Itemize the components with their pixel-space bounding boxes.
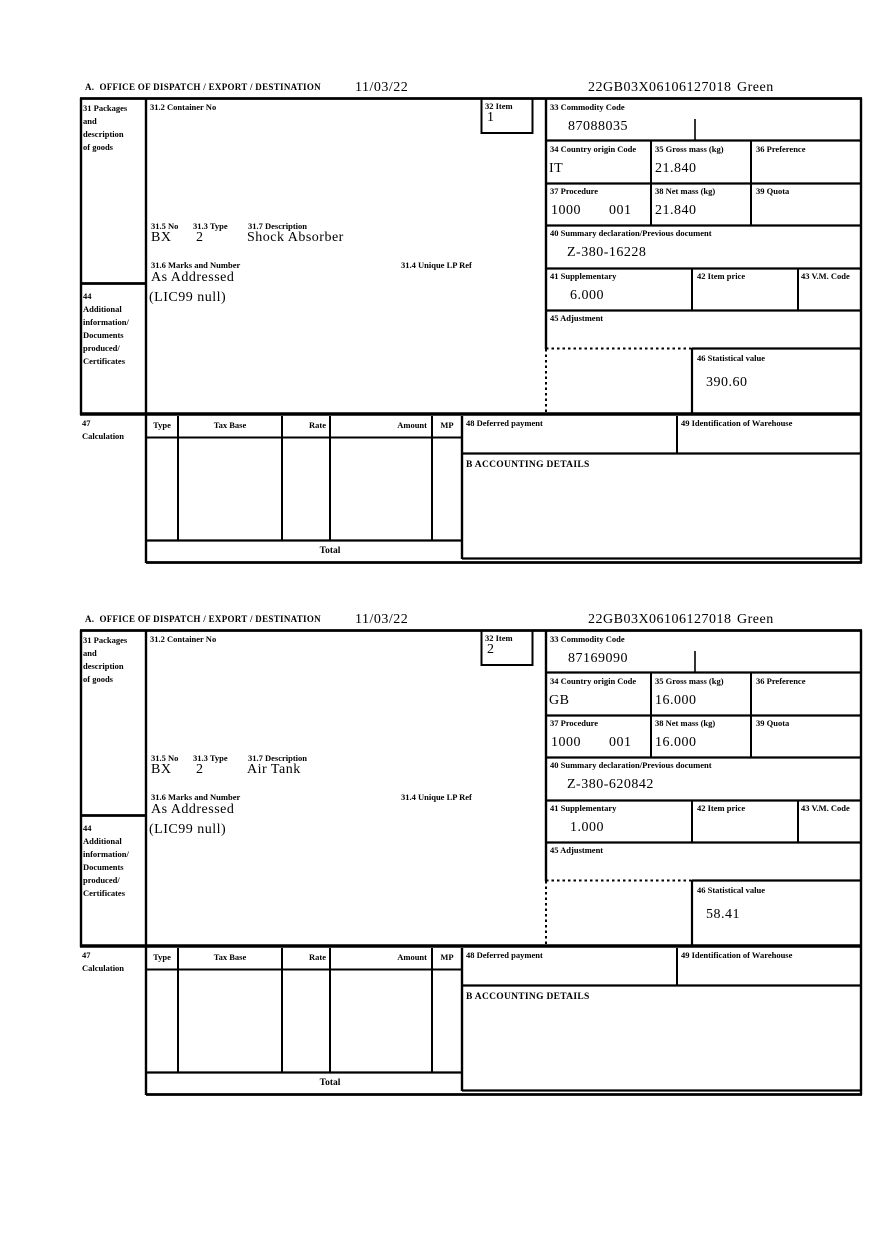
packages-type-label: 31.3 Type (193, 753, 228, 763)
item-number-value: 2 (487, 642, 495, 657)
packages-no-value: BX (151, 762, 172, 777)
additional-info-label-line: Certificates (83, 356, 126, 366)
item-number-value: 1 (487, 110, 495, 125)
gross-mass-label: 35 Gross mass (kg) (655, 676, 724, 686)
routing-status: Green (737, 612, 774, 627)
calc-header-mp: MP (440, 952, 454, 962)
unique-lp-ref-label: 31.4 Unique LP Ref (401, 260, 472, 270)
procedure-value: 1000 (551, 203, 581, 218)
unique-lp-ref-label: 31.4 Unique LP Ref (401, 792, 472, 802)
packages-label-line: 31 Packages (83, 103, 128, 113)
packages-no-value: BX (151, 230, 172, 245)
routing-status: Green (737, 80, 774, 95)
description-label: 31.7 Description (248, 753, 308, 763)
declaration-item-1 (0, 80, 882, 564)
packages-type-label: 31.3 Type (193, 221, 228, 231)
warehouse-label: 49 Identification of Warehouse (681, 950, 793, 960)
declaration-item-2 (0, 612, 882, 1096)
procedure-additional-value: 001 (609, 735, 632, 750)
packages-label-line: description (83, 129, 124, 139)
calc-header-type: Type (153, 420, 171, 430)
supplementary-value: 6.000 (570, 288, 604, 303)
calculation-label-line: 47 (82, 418, 91, 428)
commodity-code-label: 33 Commodity Code (550, 102, 625, 112)
previous-document-value: Z-380-16228 (567, 245, 647, 260)
description-value: Shock Absorber (247, 230, 344, 245)
procedure-value: 1000 (551, 735, 581, 750)
marks-value: As Addressed (151, 802, 235, 817)
declaration-reference: 22GB03X06106127018 (588, 612, 732, 627)
vm-code-label: 43 V.M. Code (801, 803, 850, 813)
procedure-additional-value: 001 (609, 203, 632, 218)
summary-declaration-label: 40 Summary declaration/Previous document (550, 760, 712, 770)
additional-info-label-line: 44 (83, 823, 92, 833)
preference-label: 36 Preference (756, 676, 806, 686)
dispatch-office-label: A. OFFICE OF DISPATCH / EXPORT / DESTINATION (85, 82, 321, 92)
calculation-label-line: Calculation (82, 963, 125, 973)
supplementary-label: 41 Supplementary (550, 271, 617, 281)
net-mass-label: 38 Net mass (kg) (655, 186, 716, 196)
marks-label: 31.6 Marks and Number (151, 792, 241, 802)
additional-information-value: (LIC99 null) (149, 822, 227, 837)
description-label: 31.7 Description (248, 221, 308, 231)
packages-type-value: 2 (196, 230, 204, 245)
calc-header-amount: Amount (397, 420, 427, 430)
commodity-code-value: 87169090 (568, 651, 628, 666)
commodity-code-value: 87088035 (568, 119, 628, 134)
procedure-label: 37 Procedure (550, 186, 599, 196)
commodity-code-label: 33 Commodity Code (550, 634, 625, 644)
deferred-payment-label: 48 Deferred payment (466, 950, 543, 960)
calc-header-rate: Rate (309, 952, 326, 962)
additional-info-label-line: produced/ (83, 343, 120, 353)
item-price-label: 42 Item price (697, 803, 746, 813)
packages-label-line: and (83, 648, 97, 658)
dispatch-office-label: A. OFFICE OF DISPATCH / EXPORT / DESTINATION (85, 614, 321, 624)
description-value: Air Tank (247, 762, 301, 777)
total-label: Total (319, 546, 341, 556)
additional-info-label-line: Additional (83, 836, 122, 846)
preference-label: 36 Preference (756, 144, 806, 154)
additional-info-label-line: produced/ (83, 875, 120, 885)
summary-declaration-label: 40 Summary declaration/Previous document (550, 228, 712, 238)
statistical-value: 390.60 (706, 375, 748, 390)
packages-label-line: of goods (83, 674, 113, 684)
additional-info-label-line: information/ (83, 849, 129, 859)
gross-mass-value: 16.000 (655, 693, 697, 708)
warehouse-label: 49 Identification of Warehouse (681, 418, 793, 428)
additional-info-label-line: 44 (83, 291, 92, 301)
packages-label-line: 31 Packages (83, 635, 128, 645)
declaration-date: 11/03/22 (355, 80, 409, 95)
country-origin-value: GB (549, 693, 570, 708)
total-label: Total (319, 1078, 341, 1088)
declaration-date: 11/03/22 (355, 612, 409, 627)
statistical-value-label: 46 Statistical value (697, 353, 765, 363)
net-mass-value: 21.840 (655, 203, 697, 218)
additional-info-label-line: Documents (83, 330, 124, 340)
country-origin-label: 34 Country origin Code (550, 676, 637, 686)
statistical-value: 58.41 (706, 907, 740, 922)
quota-label: 39 Quota (756, 718, 790, 728)
supplementary-value: 1.000 (570, 820, 604, 835)
gross-mass-label: 35 Gross mass (kg) (655, 144, 724, 154)
calc-header-tax-base: Tax Base (213, 952, 247, 962)
form-grid (0, 612, 882, 1096)
quota-label: 39 Quota (756, 186, 790, 196)
country-origin-value: IT (549, 161, 564, 176)
packages-type-value: 2 (196, 762, 204, 777)
accounting-details-label: B ACCOUNTING DETAILS (466, 460, 590, 470)
additional-information-value: (LIC99 null) (149, 290, 227, 305)
calc-header-type: Type (153, 952, 171, 962)
procedure-label: 37 Procedure (550, 718, 599, 728)
deferred-payment-label: 48 Deferred payment (466, 418, 543, 428)
packages-label-line: description (83, 661, 124, 671)
item-number-label: 32 Item (485, 101, 513, 111)
container-no-label: 31.2 Container No (150, 634, 217, 644)
net-mass-value: 16.000 (655, 735, 697, 750)
packages-no-label: 31.5 No (151, 221, 179, 231)
form-grid (0, 80, 882, 564)
calc-header-mp: MP (440, 420, 454, 430)
declaration-reference: 22GB03X06106127018 (588, 80, 732, 95)
gross-mass-value: 21.840 (655, 161, 697, 176)
item-number-label: 32 Item (485, 633, 513, 643)
net-mass-label: 38 Net mass (kg) (655, 718, 716, 728)
packages-label-line: of goods (83, 142, 113, 152)
adjustment-label: 45 Adjustment (550, 313, 604, 323)
additional-info-label-line: information/ (83, 317, 129, 327)
calc-header-rate: Rate (309, 420, 326, 430)
marks-value: As Addressed (151, 270, 235, 285)
supplementary-label: 41 Supplementary (550, 803, 617, 813)
calc-header-tax-base: Tax Base (213, 420, 247, 430)
additional-info-label-line: Documents (83, 862, 124, 872)
marks-label: 31.6 Marks and Number (151, 260, 241, 270)
statistical-value-label: 46 Statistical value (697, 885, 765, 895)
packages-label-line: and (83, 116, 97, 126)
calculation-label-line: Calculation (82, 431, 125, 441)
calculation-label-line: 47 (82, 950, 91, 960)
accounting-details-label: B ACCOUNTING DETAILS (466, 992, 590, 1002)
calc-header-amount: Amount (397, 952, 427, 962)
container-no-label: 31.2 Container No (150, 102, 217, 112)
adjustment-label: 45 Adjustment (550, 845, 604, 855)
item-price-label: 42 Item price (697, 271, 746, 281)
vm-code-label: 43 V.M. Code (801, 271, 850, 281)
country-origin-label: 34 Country origin Code (550, 144, 637, 154)
additional-info-label-line: Certificates (83, 888, 126, 898)
previous-document-value: Z-380-620842 (567, 777, 654, 792)
packages-no-label: 31.5 No (151, 753, 179, 763)
additional-info-label-line: Additional (83, 304, 122, 314)
